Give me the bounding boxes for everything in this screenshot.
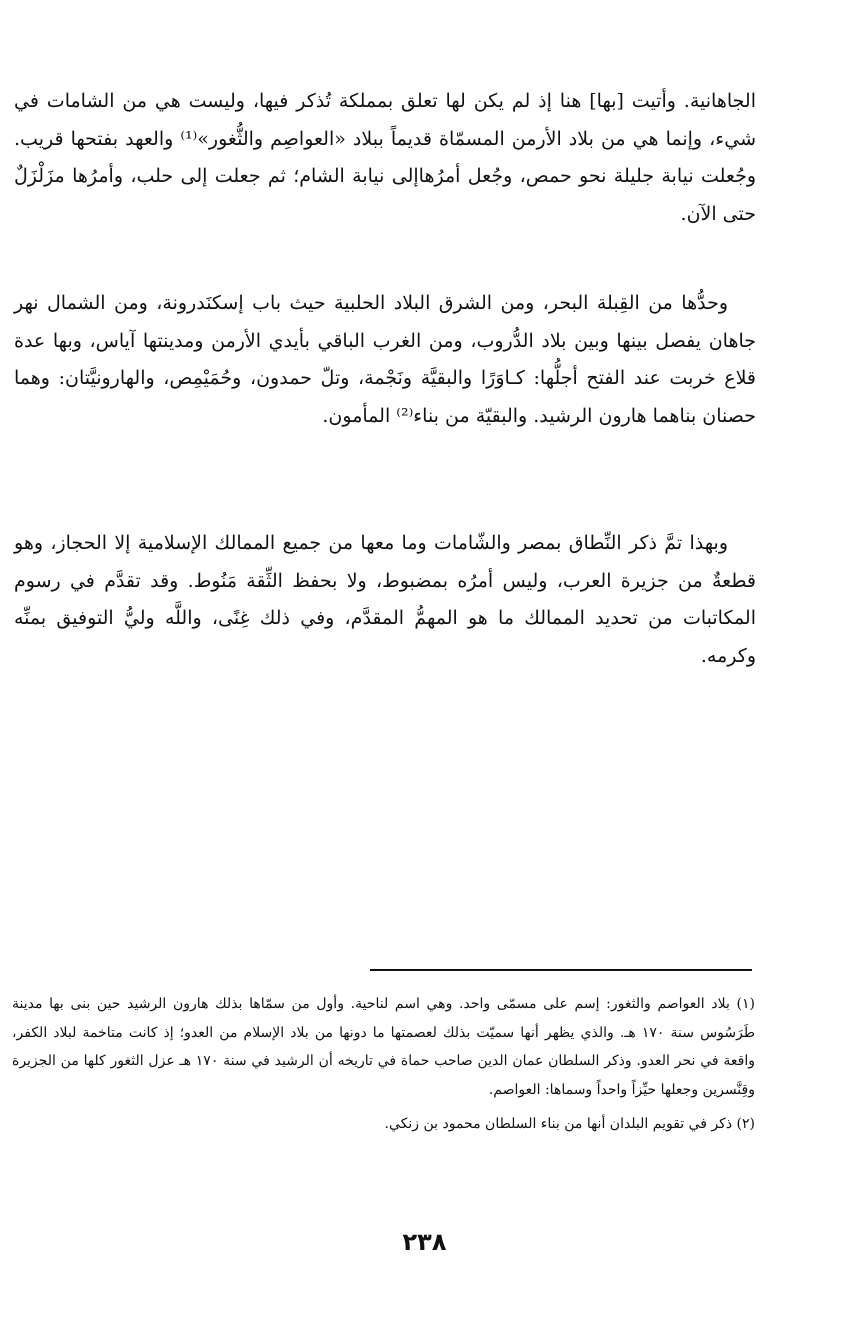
footnote-2: (٢) ذكر في تقويم البلدان أنها من بناء السلطان محمود بن زنكي. [384, 1116, 755, 1132]
footnote-1: (١) بلاد العواصم والثغور: إسم على مسمّى واحد. وهي اسم لناحية. وأول من سمّاها بذلك هارون الرشيد حين بنى بها مدينة طَرَسُوس سنة ١٧٠ هـ. والذي يظهر أنها سميّت بذلك لعصمتها ما دونها من بلاد الإسلام من العدو؛ إذ كانت متاخمة لبلاد الكفر، واقعة في نحر العدو. وذكر السلطان عمان الدين صاحب حماة في تاريخه أن الرشيد في سنة ١٧٠ هـ عزل الثغور كلها من الجزيرة وقِنَّسرين وجعلها حيِّزاً واحداً وسماها: العواصم. [12, 996, 756, 1098]
footnote-separator [370, 969, 752, 971]
paragraph-2: وحدُّها من القِبلة البحر، ومن الشرق البلاد الحلبية حيث باب إسكنَدرونة، ومن الشمال نهر جاهان يفصل بينها وبين بلاد الدُّروب، ومن الغرب الباقي بأيدي الأرمن ومدينتها آياس، وبها عدة قلاع خربت عند الفتح أجلُّها: كـاوَرًا والبقيَّة ونَجْمة، وتلّ حمدون، وحُمَيْمِص، والهارونيَّتان: وهما حصنان بناهما هارون الرشيد. والبقيّة من بناء⁽²⁾ المأمون. [14, 292, 756, 427]
page-number: ٢٣٨ [402, 1228, 447, 1256]
paragraph-1: الجاهانية. وأتيت [بها] هنا إذ لم يكن لها تعلق بمملكة تُذكر فيها، وليست هي من الشامات في شيء، وإنما هي من بلاد الأرمن المسمّاة قديماً ببلاد «العواصِم والثُّغور»⁽¹⁾ والعهد بفتحها قريب. وجُعلت نيابة جليلة نحو حمص، وجُعل أمرُهاإلى نيابة الشام؛ ثم جعلت إلى حلب، وأمرُها مزَلْزَلٌ حتى الآن. [14, 90, 756, 225]
paragraph-3: وبهذا تمَّ ذكر النِّطاق بمصر والشّامات وما معها من جميع الممالك الإسلامية إلا الحجاز، وهو قطعةٌ من جزيرة العرب، وليس أمرُه بمضبوط، ولا بحفظ الثِّقة مَنُوط. وقد تقدَّم في رسوم المكاتبات من تحديد الممالك ما هو المهمُّ المقدَّم، وفي ذلك غِنًى، واللَّه وليُّ التوفيق بمنِّه وكرمه. [14, 532, 756, 667]
footnotes-section [12, 990, 755, 1145]
